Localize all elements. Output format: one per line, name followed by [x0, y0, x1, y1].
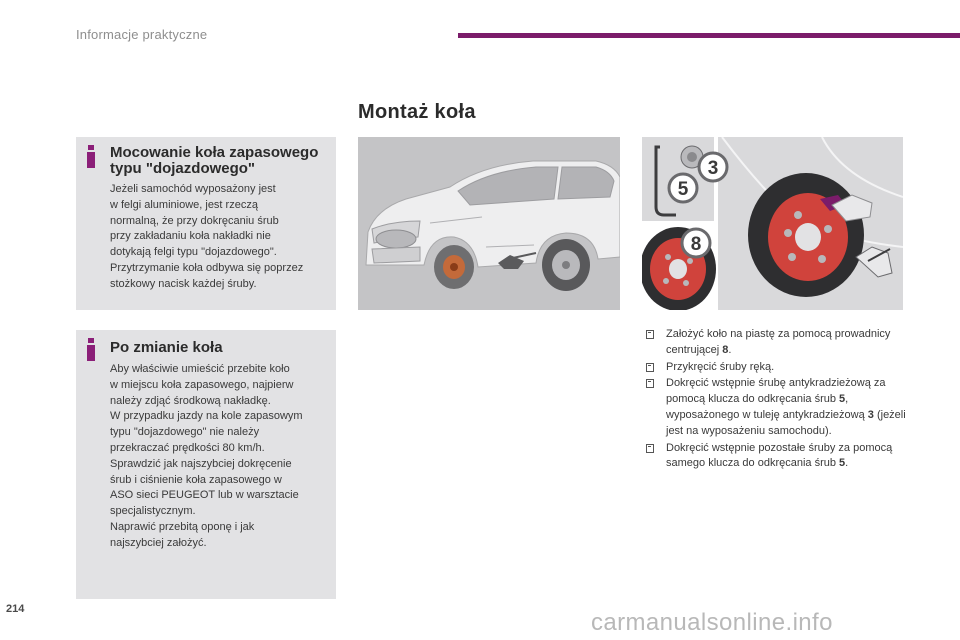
- info-box-heading: Po zmianie koła: [110, 339, 223, 356]
- callout-5: [669, 174, 697, 202]
- page-number: 214: [6, 603, 25, 615]
- checkbox-bullet-icon: [646, 444, 654, 453]
- info-box-after-change: [76, 330, 336, 599]
- list-item: Założyć koło na piastę za pomocą prowadnicy centrującej 8.: [646, 327, 906, 359]
- list-item: Przykręcić śruby ręką.: [646, 360, 906, 376]
- section-header: Informacje praktyczne: [76, 27, 208, 42]
- svg-text:3: 3: [707, 158, 719, 179]
- callout-3: [699, 153, 727, 181]
- info-box-text: Jeżeli samochód wyposażony jest w felgi aluminiowe, jest rzeczą normalną, że przy dokręcaniu śrub przy zakładaniu koła nakładki nie dotykają felgi typu "dojazdowego". Przytrzymanie koła odbywa się poprzez stożkowy nacisk każdej śruby.: [110, 183, 304, 290]
- watermark: carmanualsonline.info: [591, 609, 833, 636]
- car-illustration: [358, 137, 620, 310]
- info-icon: [86, 145, 96, 169]
- info-box-text: Aby właściwie umieścić przebite koło w miejscu koła zapasowego, najpierw należy zdjąć środkową nakładkę. W przypadku jazdy na kole zapasowym typu "dojazdowego" nie należy przekraczać prędkości 80 km/h. Sprawdzić jak najszybciej dokręcenie śrub i ciśnienie koła zapasowego w ASO sieci PEUGEOT lub w warsztacie specjalistycznym. Naprawić przebitą oponę i jak najszybciej założyć.: [110, 363, 303, 549]
- instruction-list: [646, 327, 906, 473]
- info-box-heading: Mocowanie koła zapasowego typu "dojazdowego": [110, 144, 319, 177]
- svg-text:8: 8: [690, 234, 702, 255]
- svg-text:5: 5: [677, 179, 689, 200]
- wheel-mounting-illustration: [642, 137, 903, 310]
- header-accent-bar: [458, 33, 960, 38]
- page-title: Montaż koła: [358, 101, 476, 123]
- info-icon: [86, 338, 96, 362]
- checkbox-bullet-icon: [646, 363, 654, 372]
- info-box-spare-wheel: [76, 137, 336, 310]
- checkbox-bullet-icon: [646, 379, 654, 388]
- list-item: Dokręcić wstępnie śrubę antykradzieżową za pomocą klucza do odkręcania śrub 5, wyposażonego w tuleję antykradzieżową 3 (jeżeli jest na wyposażeniu samochodu).: [646, 376, 906, 439]
- callout-8: [682, 229, 710, 257]
- checkbox-bullet-icon: [646, 330, 654, 339]
- list-item: Dokręcić wstępnie pozostałe śruby za pomocą samego klucza do odkręcania śrub 5.: [646, 441, 906, 473]
